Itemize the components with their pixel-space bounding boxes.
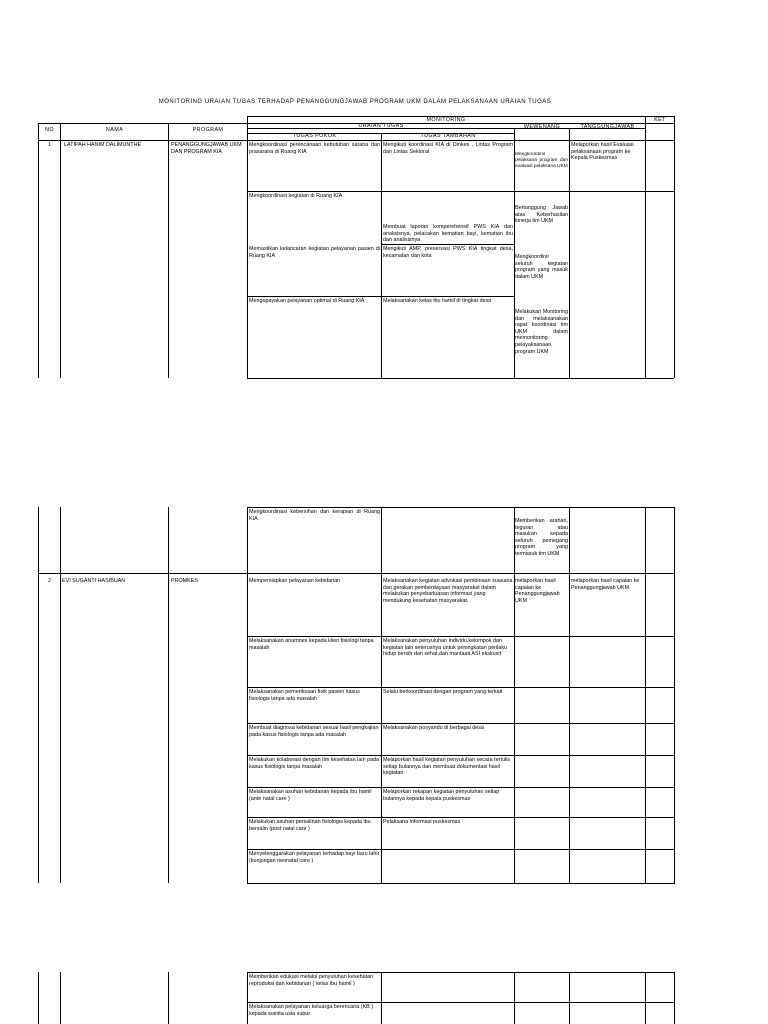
tugas-pokok-cell: Mengupayakan pelayanan optimal di Ruang KIA [249, 298, 365, 304]
table-border [381, 133, 382, 378]
header-uraian-tugas: URAIAN TUGAS [358, 123, 404, 129]
tugas-tambahan-cell: Membuat laporan komperehensif PWS KIA dan analisisnya, pelacakan kematian bayi, kematian ibu dan analisisnya [383, 224, 513, 244]
tugas-tambahan-cell: Melaporkan hasil kegiatan penyuluhan secara tertulis setiap bulannya dan membuat dokumentasi hasil kegiatan [383, 757, 511, 777]
table-border [247, 507, 248, 884]
tugas-tambahan-cell: Mengikuti koordinasi KIA di Dinkes , Lintas Program dan Lintas Sektoral [383, 142, 513, 155]
table-border [381, 972, 382, 1024]
table-border [60, 507, 61, 883]
table-border [60, 972, 61, 1024]
tugas-pokok-cell: Mengkoordinasi perencanaan kebutuhan sarana dan prasarana di Ruang KIA [249, 142, 380, 155]
page-title: MONITORING URAIAN TUGAS TERHADAP PENANGGUNGJAWAB PROGRAM UKM DALAM PELAKSANAAN URAIAN TUGAS [158, 99, 552, 105]
table-border [645, 507, 646, 884]
tugas-tambahan-cell: Melaksanakan kegiatan advokasi pembinaan suasana dan gerakan pemberdayaan masyarakat dalam melakukan penyebarluasan informasi yang mendukung kesehatan masyarakat. [383, 578, 513, 604]
wewenang-cell: Melakukan Monitoring dan melaksanakan rapat koordinasi tim UKM dalam memonitoring pelayaksanaan program UKM [515, 309, 568, 355]
header-tugas-tambahan: TUGAS TAMBAHAN [420, 133, 476, 139]
table-border [247, 507, 674, 508]
tugas-pokok-cell: Memastikan kelancaran kegiatan pelayanan pasien di Ruang KIA [249, 246, 380, 259]
table-border [514, 972, 515, 1024]
tugas-pokok-cell: Melaksanakan pelayanan keluarga berencana (KB ) kepada wanita usia subur [249, 1004, 374, 1017]
table-border [674, 507, 675, 884]
table-border [38, 507, 39, 883]
table-border [514, 507, 515, 884]
tugas-pokok-cell: Melaksanakan pemeriksaan fisik pasien kasus fisiologis tanpa ada masalah [249, 689, 360, 702]
row-program: PENANGGUNGJAWAB UKM DAN PROGRAM KIA [171, 142, 242, 155]
table-border [60, 123, 61, 378]
table-border [674, 972, 675, 1024]
table-border [168, 972, 169, 1024]
tugas-pokok-cell: Mengkoordinasi kebersihan dan kerapian di Ruang KIA [249, 509, 380, 522]
table-border [381, 244, 514, 245]
row-no: 1 [48, 142, 51, 148]
table-border [247, 116, 248, 379]
table-border [247, 687, 674, 688]
table-border [381, 507, 382, 884]
tugas-pokok-cell: Melakukan asuhan persalinan fisiologis kepada ibu bersalin (post natal care ) [249, 819, 371, 832]
header-program: PROGRAM [192, 127, 224, 133]
table-border [38, 972, 39, 1024]
tugas-pokok-cell: Melaksanakan anamnes kepada klien fisiologi tanpa masalah [249, 638, 374, 651]
table-border [569, 128, 570, 378]
table-border [569, 972, 570, 1024]
row-nama: EVI SUGANTI HASIBUAN [62, 578, 126, 584]
table-border [247, 191, 674, 192]
table-border [38, 573, 674, 574]
wewenang-cell: Memberikan arahan, teguran atau masukan kepada seluruh pemegang program yang termasuk tim UKM [515, 518, 568, 557]
table-border [247, 755, 674, 756]
table-border [247, 787, 674, 788]
table-border [569, 507, 570, 884]
row-no: 2 [48, 578, 51, 584]
table-border [645, 116, 646, 378]
table-border [247, 636, 674, 637]
tanggungjawab-cell: melaporkan hasil capaian ke Penanggungjawab UKM [571, 578, 640, 591]
tugas-tambahan-cell: Melaporkan rekapan kegiatan penyuluhan setiap bulannya kepada kepala puskesmas [383, 789, 500, 802]
tugas-pokok-cell: Mempersiapkan pelayanan kebidanan [249, 578, 341, 584]
tugas-tambahan-cell: Pelaksana informasi puskesmas [383, 819, 461, 825]
table-border [38, 140, 674, 141]
table-border [247, 1002, 674, 1003]
tugas-pokok-cell: Membuat diagnosa kebidanan sesuai hasil pengkajian pada kasus fisiologis tanpa ada masalah [249, 725, 379, 738]
table-border [168, 507, 169, 883]
tugas-pokok-cell: Melakukan kolaborasi dengan tim kesehatan lain pada kasus fisiologis tanpa masalah [249, 757, 380, 770]
header-ket: KET [654, 117, 666, 123]
row-program: PROMKES [171, 578, 198, 584]
header-nama: NAMA [105, 127, 124, 133]
wewenang-cell: Mengkoordinir seluruh kegiatan program yang masuk dalam UKM [515, 254, 568, 280]
wewenang-cell: Mengkoordinir pelaksana program dan evaluasi pelaksana UKM [515, 152, 568, 169]
tugas-pokok-cell: Menyelenggarakan pelayanan terhadap bayi baru lahir (kunjungan neonatal care ) [249, 851, 380, 864]
table-border [247, 378, 674, 379]
table-border [674, 116, 675, 378]
tugas-pokok-cell: Melaksanakan asuhan kebidanan kepada ibu hamil (ante natal care ) [249, 789, 372, 802]
table-border [247, 972, 248, 1024]
tugas-tambahan-cell: Melaksanakan posyandu di berbagai desa [383, 725, 484, 731]
table-border [247, 883, 674, 884]
row-nama: LATIPAH HANIM DALIMUNTHE [64, 142, 142, 148]
tugas-tambahan-cell: Mengikuti AMP, preservasi PWS KIA tingkat desa, kecamatan dan kota [383, 246, 513, 259]
tugas-pokok-cell: Memberikan edukasi melalui penyuluhan kesehatan reproduksi dan kebidanan ( kelas ibu hamil ) [249, 974, 374, 987]
table-border [247, 817, 674, 818]
table-border [168, 123, 169, 378]
table-border [645, 972, 646, 1024]
header-tanggungjawab: TANGGUNGJAWAB [580, 124, 635, 130]
header-monitoring: MONITORING [426, 117, 466, 123]
table-border [247, 972, 674, 973]
table-border [247, 723, 674, 724]
header-tugas-pokok: TUGAS POKOK [292, 133, 337, 139]
tugas-pokok-cell: Mengkoordinasi kegiatan di Ruang KIA [249, 193, 343, 199]
wewenang-cell: melaporkan hasil capaian ke Penanggungjawab UKM [515, 578, 560, 604]
tanggungjawab-cell: Melaporkan hasil Evaluasi pelaksanaan program ke Kepala Puskesmas [571, 142, 634, 162]
tugas-tambahan-cell: Melaksanakan penyuluhan individu,kelompok dan kegiatan lain seterusnya untuk peningkatan perilaku hidup bersih dan sehat,dan mantaati ASI ekskusif [383, 638, 508, 658]
wewenang-cell: Bertanggung Jawab atas Keberhasilan kinerja tim UKM [515, 205, 568, 225]
header-no: NO [45, 127, 54, 133]
tugas-tambahan-cell: Selalu berkoordinasi dengan program yang terkait [383, 689, 503, 695]
table-border [247, 849, 674, 850]
header-wewenang: WEWENANG [523, 124, 561, 130]
table-border [38, 123, 39, 378]
tugas-tambahan-cell: Melaksanakan kelas ibu hamil di tingkat desa [383, 298, 492, 304]
